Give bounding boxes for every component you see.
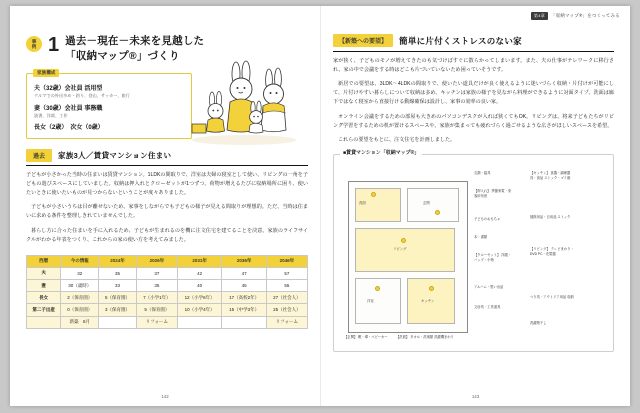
request-title: 簡単に片付くストレスのない家: [399, 35, 522, 46]
request-head: [333, 34, 614, 47]
th-2: 2024年: [99, 255, 137, 267]
cell: [222, 316, 266, 328]
case-badge: [26, 36, 42, 52]
callout-left: つり具・アウトドア用品 収納: [530, 294, 574, 299]
family-box: [26, 70, 192, 139]
cell: 5（保育園）: [136, 304, 177, 316]
th-3: 2026年: [136, 255, 177, 267]
cell: 新築 6月: [61, 316, 99, 328]
callout-right: 子どものおもちゃ: [474, 216, 501, 221]
row-head: 第二子出産: [27, 304, 61, 316]
table-row: [27, 304, 308, 316]
case-title-line2: 「収納マップ®」づくり: [65, 50, 180, 63]
storage-map-figure: [333, 149, 614, 352]
callout-left: 洗濯物干し: [530, 320, 547, 325]
row-head: [27, 316, 61, 328]
callout-right: 【リビング】 テレビまわり・DVD PC・充電器: [530, 246, 574, 256]
cell: 32: [61, 267, 99, 279]
callout-right: 【クローゼット】 洋服・バッグ・小物: [474, 252, 512, 262]
cell: [177, 316, 221, 328]
callout-right: 【押入れ】 季節家電・来客用布団: [474, 188, 512, 198]
request-paragraph: 家が狭く、子どものモノが増えてきたのも気づけばすぐに散らかってしまいます。また、夫の仕事がテレワークに移行され、家の中で会議をする時はどこも片づいていないため困っていそうです。: [333, 58, 614, 74]
cell: 37: [136, 267, 177, 279]
th-5: 2036年: [222, 255, 266, 267]
cell: 5（保育園）: [99, 292, 137, 304]
request-divider: [333, 51, 614, 52]
th-4: 2031年: [177, 255, 221, 267]
cell: リフォーム: [136, 316, 177, 328]
cell: 3（保育園）: [99, 304, 137, 316]
page-right: [320, 6, 630, 406]
cell: 35: [136, 280, 177, 292]
room-label: 洋室: [367, 298, 374, 303]
th-0: 西暦: [27, 255, 61, 267]
th-1: 今の情報: [61, 255, 99, 267]
past-tag: 過去: [26, 149, 52, 162]
cell: 35: [99, 267, 137, 279]
table-row: [27, 292, 308, 304]
cell: 40: [177, 280, 221, 292]
past-paragraph: 子どもが小さかった当時の住まいは賃貸マンション。1LDKの間取りで、洋室は夫婦の寝室として使い、リビングの一角を子どもの遊びスペースにしていました。収納は押入れとクローゼットが1つずつ。荷物が増えるたびに収納場所に困り、使いたいときに使いたいものが見つからないということが度々ありました。: [26, 172, 308, 197]
map-dot: [429, 286, 434, 291]
cell: 42: [177, 267, 221, 279]
chapter-chip: 第4章: [531, 12, 548, 20]
map-dot: [375, 286, 380, 291]
cell: [99, 316, 137, 328]
callout-right: アルバム・思い出品: [474, 284, 504, 289]
callout-right: 本・書類: [474, 234, 488, 239]
table-row: [27, 316, 308, 328]
callout-left: 【洗面】 タオル・洗剤類 洗濯機まわり: [396, 334, 454, 339]
th-6: 2046年: [266, 255, 307, 267]
callout-right: 文房具・工作道具: [474, 304, 501, 309]
case-badge-line1: 事: [31, 38, 37, 44]
page-number-right: 143: [471, 394, 480, 399]
lifeplan-table: [26, 255, 308, 329]
request-paragraph: 新居での要望は、3LDK〜4LDKの間取りで、使いたい道具だけが良く使えるように迷いづらく収納・片付けが可能にして、片付けやすい暮らしについて収納は多め、キッチンは家族の様子を見ながら料理ができるように対面タイプ、洗面は廊下ではなく寝室から直接行ける動線確保は設計し、家事の効率の良い家。: [333, 81, 614, 106]
cell: 17（高校2年）: [222, 292, 266, 304]
family-label: 家族構成: [33, 69, 59, 77]
request-paragraph: これらの要望をもとに、注文住宅を計画しました。: [338, 136, 456, 143]
room-washroom: [355, 188, 401, 222]
family-member-name: 夫（32歳）会社員 活用型: [34, 86, 103, 93]
cell: 2（保育園）: [61, 292, 99, 304]
map-dot: [371, 192, 376, 197]
case-badge-line2: 例: [31, 44, 37, 49]
cell: 7（小学1年）: [136, 292, 177, 304]
running-head-text: 「収納マップ®」をつくってみる: [551, 13, 620, 18]
cell: 10（小学4年）: [177, 304, 221, 316]
room-bedroom: [355, 278, 401, 324]
request-tag: 【新築への要望】: [333, 34, 393, 47]
past-title: 家族3人／賃貸マンション住まい: [58, 151, 172, 161]
family-children: 長女（2歳） 次女（0歳）: [34, 125, 104, 132]
past-section-head: [26, 149, 308, 162]
room-label: 玄関: [423, 200, 430, 205]
cell: 47: [222, 267, 266, 279]
past-paragraph: 子どもが小さいうちは目が離せないため、家事をしながらでも子どもの様子が見える間取りが理想的。ただ、当時は住まいに求める条件を整理しきれていませんでした。: [26, 204, 308, 220]
callout-right: 掃除用品・日用品 ストック: [530, 214, 571, 219]
family-member-sub: クルマでの外出多め・釣り、登山、サッカー、旅行: [34, 93, 130, 99]
cell: 27（社会人）: [266, 292, 307, 304]
page-left: [10, 6, 320, 406]
map-dot: [401, 238, 406, 243]
callout-left: 【玄関】 靴・傘・ベビーカー: [344, 334, 388, 339]
rabbit-family-illustration: [174, 56, 312, 148]
row-head: 長女: [27, 292, 61, 304]
row-head: 妻: [27, 280, 61, 292]
callout-right: 【キッチン】 食器・調理器具・食品 ストック・ゴミ箱: [530, 170, 571, 180]
family-member-name: 妻（30歳）会社員 事務職: [34, 105, 103, 112]
family-member-sub: 読書、洋裁、工作: [34, 112, 68, 118]
cell: 57: [266, 267, 307, 279]
room-label: キッチン: [421, 298, 435, 303]
callout-right: 衣類・寝具: [474, 170, 491, 175]
table-row: [27, 267, 308, 279]
cell: 55: [266, 280, 307, 292]
cell: 0（保育園）: [61, 304, 99, 316]
floor-plan: [348, 181, 468, 333]
storage-map-label: ■賃貸マンション「収納マップ®」: [340, 149, 422, 156]
table-row: [27, 280, 308, 292]
running-head: [531, 12, 620, 20]
case-number: 1: [48, 34, 60, 56]
map-dot: [435, 210, 440, 215]
cell: 12（小学6年）: [177, 292, 221, 304]
room-label: 洗面: [359, 200, 366, 205]
cell: 15（中学3年）: [222, 304, 266, 316]
cell: 45: [222, 280, 266, 292]
case-title-line1: 過去－現在－未来を見越した: [65, 35, 205, 47]
book-spread: [10, 6, 630, 406]
table-header-row: [27, 255, 308, 267]
room-entrance: [407, 188, 459, 222]
cell: リフォーム: [266, 316, 307, 328]
past-paragraph: 暮らし方に合った住まいを手に入れるため、子どもが生まれるのを機に注文住宅を建てることを決意。家族のライフサイクルがわかる年表をつくり、これからの家の使い方を考えてみました。: [26, 227, 308, 243]
cell: 33: [99, 280, 137, 292]
past-divider: [26, 165, 308, 166]
cell: 30（歳時）: [61, 280, 99, 292]
room-label: リビング: [393, 246, 407, 251]
cell: 25（社会人）: [266, 304, 307, 316]
row-head: 夫: [27, 267, 61, 279]
page-number-left: 142: [161, 394, 169, 399]
request-paragraph: オンライン会議をするための部屋も大きめのパソコンデスクが入れば狭くてもOK。リビングは、将来子どもたちがリビング学習をするための机が置けるスペースや、家族が集まっても疲れづらく過ごせるような広さがほしいスペースを希望。: [333, 113, 614, 129]
